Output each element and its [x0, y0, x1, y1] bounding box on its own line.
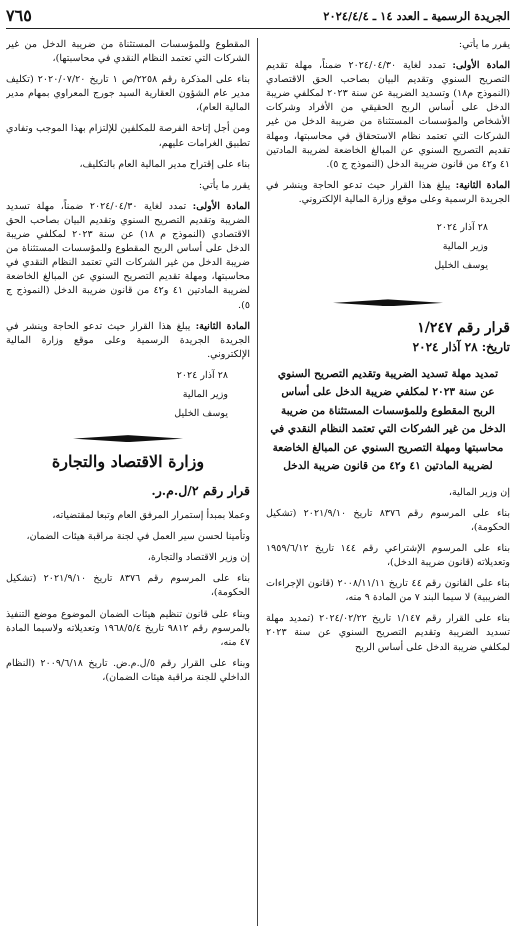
- signature-date: ٢٨ آذار ٢٠٢٤: [436, 222, 488, 234]
- decides-intro: يقرر ما يأتي:: [198, 179, 250, 191]
- left-column: [6, 38, 250, 928]
- preamble-previous-decision: بناء على القرار رقم ١/١٤٧ تاريخ ٢٠٢٤/٠٢/٢٢ (تمديد مهلة تسديد الضريبة وتقديم التصريح السنوي عن سنة ٢٠٢٣ لمكلفي ضريبة الدخل على أساس الربح: [266, 613, 510, 653]
- page-number: ٧٦٥: [6, 6, 32, 25]
- article-two-text: يبلغ هذا القرار حيث تدعو الحاجة وينشر في الجريدة الجريدة الرسمية وعلى موقع وزارة المالية الإلكتروني.: [6, 320, 250, 360]
- article-one: [266, 59, 510, 172]
- article-one-text: تمدد لغاية ٢٠٢٤/٠٤/٣٠ ضمناً، مهلة تسديد الضريبة وتقديم التصريح السنوي وتقديم البيان بصاحب الحق الاقتصادي (النموذج م ١٨) عن سنة ٢٠٢٣ لمكلفي ضريبة الدخل على أساس الربح المقطوع وللمؤسسات المستثناة من ضريبة الدخل من غير الشركات التي تعتمد النظام النقدي في محاسبتها، ومهلة تقديم التصريح السنوي عن المبالغ الخاضعة لضريبة المادتين ٤١ و٤٢ من قانون ضريبة الدخل (النموذج ج ٥).: [6, 200, 250, 311]
- page-header: [6, 4, 510, 29]
- section-separator: [73, 435, 183, 442]
- preamble-decree: بناء على المرسوم رقم ٨٣٧٦ تاريخ ٢٠٢١/٩/١٠ (تشكيل الحكومة)،: [6, 573, 250, 599]
- article-two-label: المادة الثانية:: [195, 320, 250, 332]
- decision-number: قرار رقم ١/٢٤٧: [417, 320, 510, 337]
- column-divider: [257, 38, 258, 926]
- right-column: [266, 38, 510, 928]
- decides-intro: يقرر ما يأتي:: [458, 39, 510, 50]
- ministry-heading: وزارة الاقتصاد والتجارة: [51, 452, 205, 472]
- decision-number: قرار رقم ٢/ل.م.ر.: [151, 482, 250, 498]
- preamble-memo: بناء على المذكرة رقم ٢٢٥٨/ص ١ تاريخ ٢٠٢٠/٠٧/٢٠ (تكليف مدير عام الشؤون العقارية السيد جورج المعراوي بمهام مدير المالية العام)،: [6, 74, 250, 114]
- article-two-label: المادة الثانية:: [455, 179, 510, 191]
- article-one-label: المادة الأولى:: [452, 60, 510, 72]
- article-two: [266, 179, 510, 207]
- article-one: [6, 200, 250, 313]
- decision-subject: تمديد مهلة تسديد الضريبة وتقديم التصريح السنوي عن سنة ٢٠٢٣ لمكلفي ضريبة الدخل على أساس الربح المقطوع وللمؤسسات المستثناة من ضريبة الدخل من غير الشركات التي تعتمد النظام النقدي في محاسبتها ومهلة التصريح السنوي عن المبالغ الخاضعة لضريبة المادتين ٤١ و٤٢ من قانون ضريبة الدخل: [270, 367, 506, 473]
- preamble-income-tax-law: بناء على المرسوم الإشتراعي رقم ١٤٤ تاريخ ١٩٥٩/٦/١٢ وتعديلاته (قانون ضريبة الدخل)،: [266, 542, 510, 569]
- preamble-decree: بناء على المرسوم رقم ٨٣٧٦ تاريخ ٢٠٢١/٩/١٠ (تشكيل الحكومة)،: [266, 507, 510, 533]
- article-one-label: المادة الأولى:: [192, 200, 250, 212]
- preamble-minister: إن وزير الاقتصاد والتجارة،: [147, 552, 250, 564]
- preamble-minister: إن وزير المالية،: [448, 486, 510, 498]
- signature-date: ٢٨ آذار ٢٠٢٤: [176, 369, 228, 381]
- signature-title: وزير المالية: [442, 241, 488, 253]
- preamble-committee: وتأمينا لحسن سير العمل في لجنة مراقبة هيئات الضمان،: [26, 531, 250, 543]
- signature-name: يوسف الخليل: [434, 260, 488, 272]
- running-title: الجريدة الرسمية ـ العدد ١٤ ـ ٢٠٢٤/٤/٤: [323, 9, 510, 23]
- preamble-purpose: ومن أجل إتاحة الفرصة للمكلفين للإلتزام بهذا الموجب وتفادي تطبيق الغرامات عليهم،: [6, 123, 250, 149]
- preamble-internal-regulation: وبناء على القرار رقم ٥/ل.م.ض. تاريخ ٢٠٠٩/٦/١٨ (النظام الداخلي للجنة مراقبة هيئات الضمان)،: [6, 657, 250, 683]
- section-separator: [333, 299, 443, 306]
- signature-title: وزير المالية: [182, 388, 228, 400]
- decision-date: تاريخ: ٢٨ آذار ٢٠٢٤: [412, 339, 510, 354]
- preamble-insurance-law: وبناء على قانون تنظيم هيئات الضمان الموضوع موضع التنفيذ بالمرسوم رقم ٩٨١٢ تاريخ ١٩٦٨/٥/٤ وتعديلاته ولاسيما المادة ٤٧ منه،: [6, 608, 250, 648]
- article-two-text: يبلغ هذا القرار حيث تدعو الحاجة وينشر في الجريدة الرسمية وعلى موقع وزارة المالية الإلكتروني.: [266, 179, 510, 205]
- article-two: [6, 320, 250, 362]
- preamble-proposal: بناء على إقتراح مدير المالية العام بالتكليف،: [79, 158, 250, 170]
- continued-paragraph: المقطوع وللمؤسسات المستثناة من ضريبة الدخل من غير الشركات التي تعتمد النظام النقدي في محاسبتها)،: [6, 39, 250, 65]
- signature-name: يوسف الخليل: [174, 408, 228, 420]
- preamble-continuity: وعملا بمبدأ إستمرار المرفق العام وتبعا لمقتضياته،: [52, 510, 250, 522]
- article-one-text: تمدد لغاية ٢٠٢٤/٠٤/٣٠ ضمناً، مهلة تقديم التصريح السنوي وتقديم البيان بصاحب الحق الاقتصادي (النموذج م١٨) وتسديد الضريبة عن سنة ٢٠٢٣ لمكلفي ضريبة الدخل على أساس الربح الحقيقي من الأفراد وشركات الأشخاص والمؤسسات المستثناة من ضريبة الدخل من غير الشركات التي تعتمد نظام الاستحقاق في محاسبتها، ومهلة تقديم التصريح السنوي عن المبالغ الخاضعة لضريبة المادتين ٤١ و٤٢ من قانون ضريبة الدخل (النموذج ج ٥).: [266, 60, 510, 170]
- preamble-tax-procedures-law: بناء على القانون رقم ٤٤ تاريخ ٢٠٠٨/١١/١١ (قانون الإجراءات الضريبية) لا سيما البند ٧ من المادة ٩ منه،: [266, 578, 510, 604]
